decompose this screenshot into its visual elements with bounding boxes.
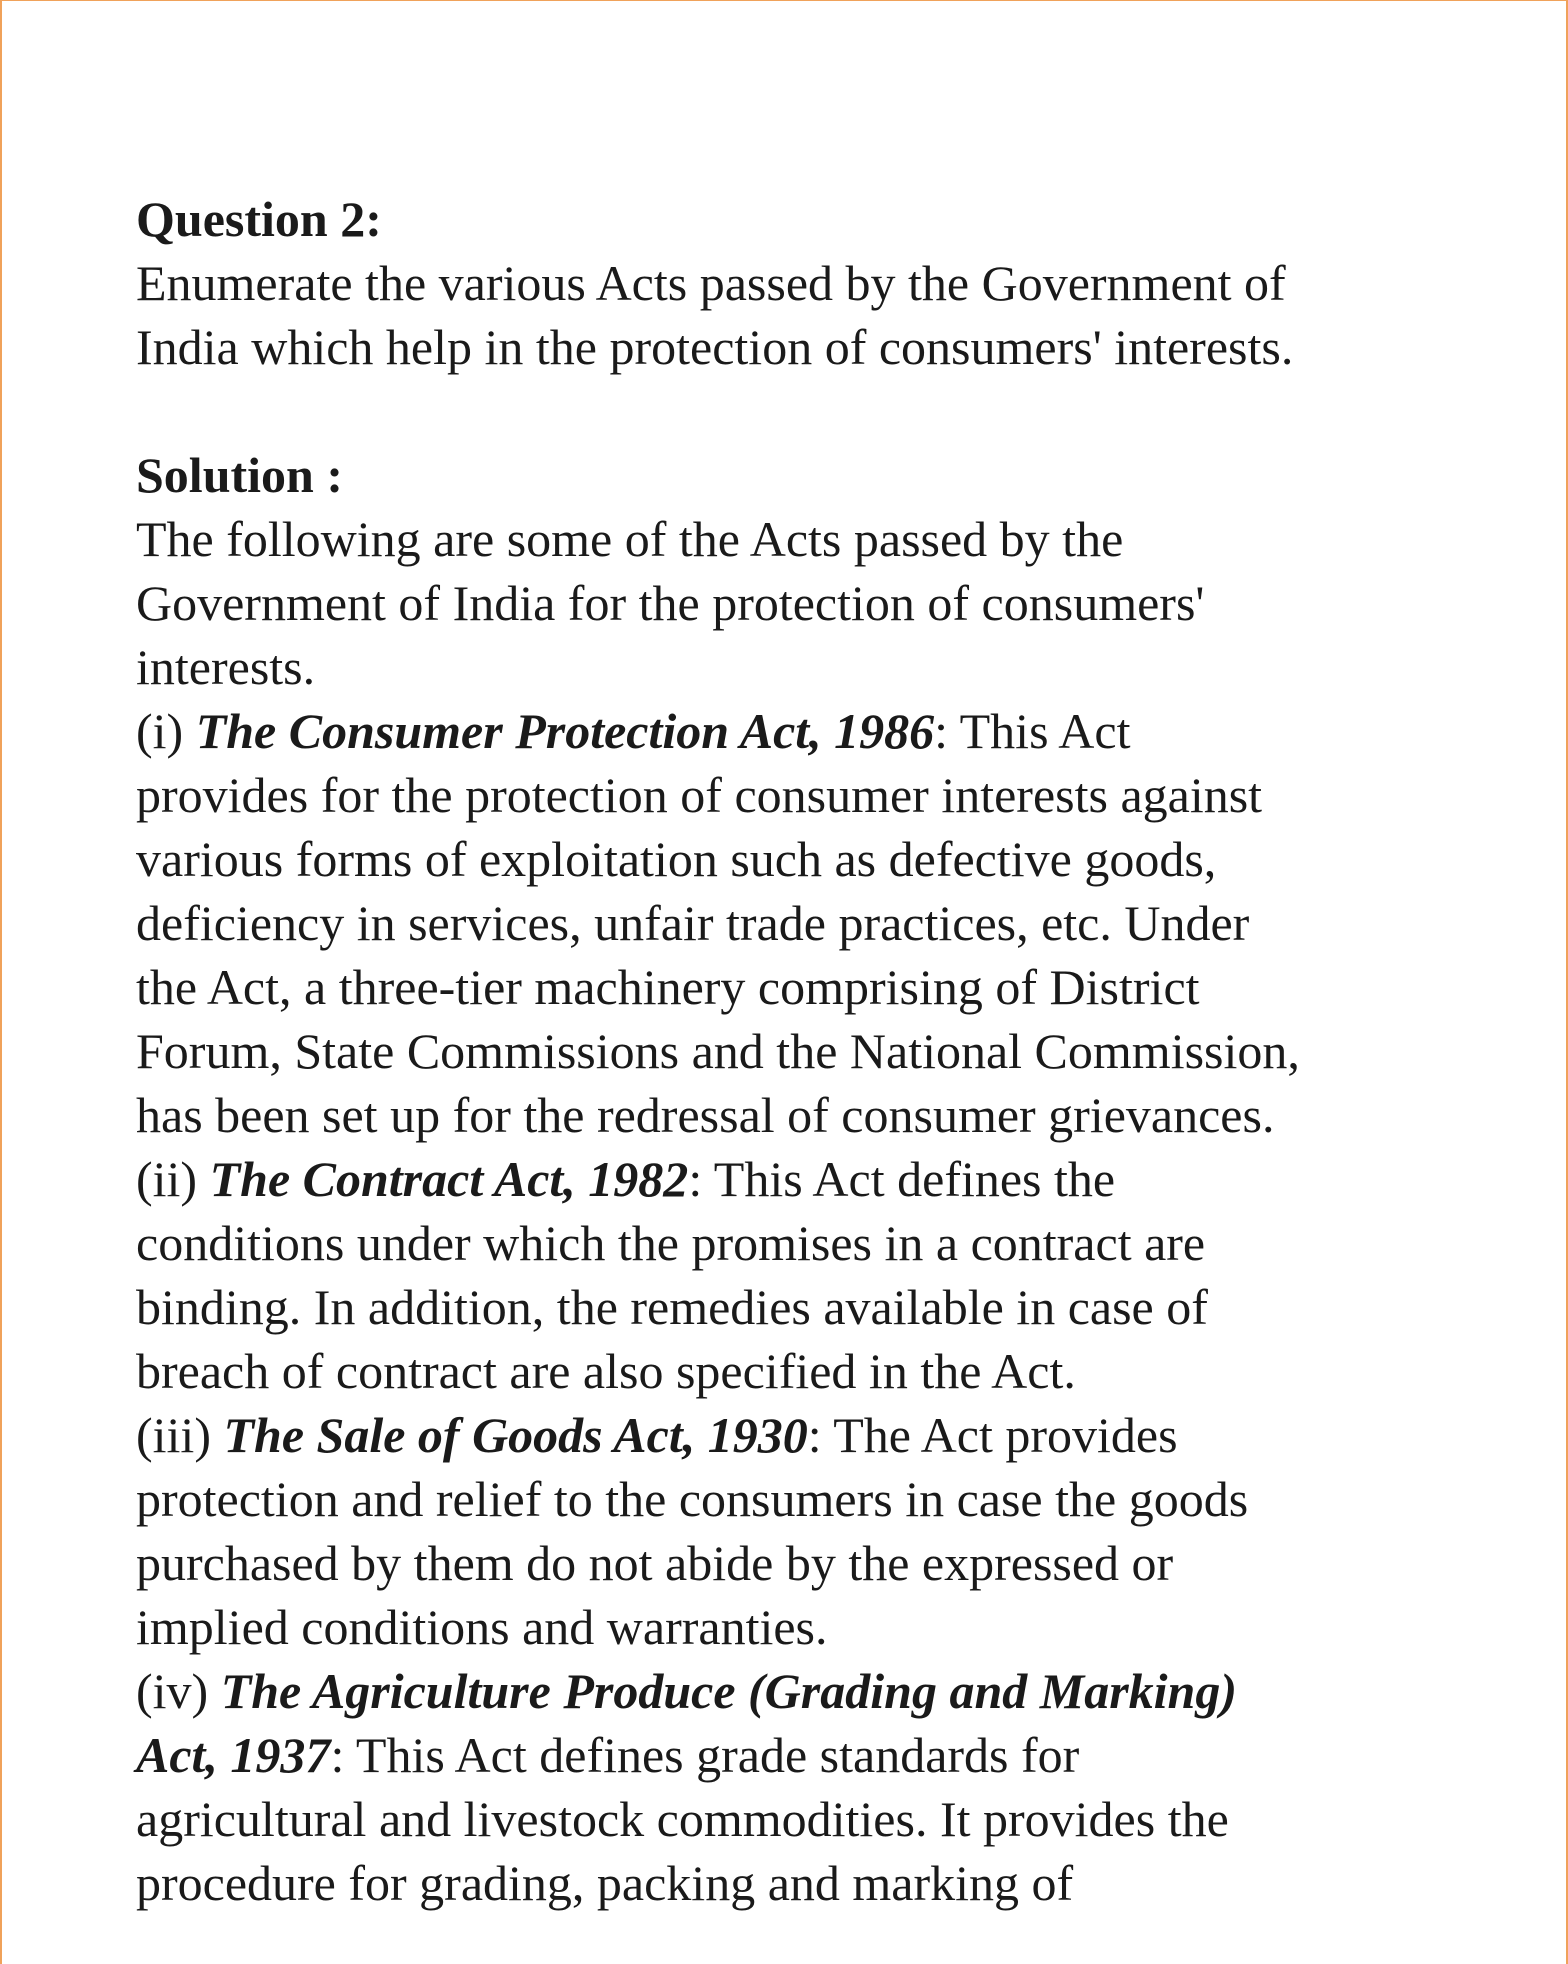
document-page <box>136 187 1436 1915</box>
act-4-number: (iv) <box>136 1663 221 1719</box>
act-4-line: agricultural and livestock commodities. It provides the <box>136 1791 1229 1847</box>
act-3-title-line <box>136 1403 1436 1467</box>
act-3-line: purchased by them do not abide by the expressed or <box>136 1535 1174 1591</box>
act-1-number: (i) <box>136 703 196 759</box>
act-4-title-line-2 <box>136 1723 1436 1787</box>
act-1-line: deficiency in services, unfair trade practices, etc. Under <box>136 895 1250 951</box>
act-1-line: various forms of exploitation such as defective goods, <box>136 831 1217 887</box>
question-line: Enumerate the various Acts passed by the Government of <box>136 255 1286 311</box>
act-2-line: conditions under which the promises in a contract are <box>136 1215 1206 1271</box>
act-1-line: Forum, State Commissions and the National Commission, <box>136 1023 1300 1079</box>
act-2-title: The Contract Act, 1982 <box>209 1151 689 1207</box>
blank-spacer <box>136 379 1436 443</box>
act-2-line: breach of contract are also specified in the Act. <box>136 1343 1076 1399</box>
act-3-line: implied conditions and warranties. <box>136 1599 828 1655</box>
act-3-title: The Sale of Goods Act, 1930 <box>223 1407 808 1463</box>
act-4-title-suffix: : This Act defines grade standards for <box>330 1727 1080 1783</box>
solution-heading: Solution : <box>136 447 344 503</box>
act-4-title-line <box>136 1659 1436 1723</box>
act-4-line: procedure for grading, packing and marking of <box>136 1855 1074 1911</box>
question-line: India which help in the protection of consumers' interests. <box>136 319 1294 375</box>
act-2-title-suffix: : This Act defines the <box>688 1151 1116 1207</box>
act-2-number: (ii) <box>136 1151 210 1207</box>
act-3-number: (iii) <box>136 1407 224 1463</box>
act-2-line: binding. In addition, the remedies available in case of <box>136 1279 1208 1335</box>
solution-intro-line: The following are some of the Acts passed by the <box>136 511 1124 567</box>
act-3-title-suffix: : The Act provides <box>807 1407 1178 1463</box>
act-1-line: the Act, a three-tier machinery comprising of District <box>136 959 1200 1015</box>
act-1-title-line <box>136 699 1436 763</box>
question-heading: Question 2: <box>136 191 382 247</box>
solution-intro-line: Government of India for the protection of consumers' <box>136 575 1205 631</box>
act-4-title: The Agriculture Produce (Grading and Marking) <box>220 1663 1238 1719</box>
solution-intro-line: interests. <box>136 639 316 695</box>
act-2-title-line <box>136 1147 1436 1211</box>
act-1-title: The Consumer Protection Act, 1986 <box>195 703 935 759</box>
act-3-line: protection and relief to the consumers in case the goods <box>136 1471 1249 1527</box>
act-1-title-suffix: : This Act <box>934 703 1131 759</box>
act-1-line: has been set up for the redressal of consumer grievances. <box>136 1087 1275 1143</box>
act-4-title-continued: Act, 1937 <box>136 1727 331 1783</box>
act-1-line: provides for the protection of consumer interests against <box>136 767 1263 823</box>
